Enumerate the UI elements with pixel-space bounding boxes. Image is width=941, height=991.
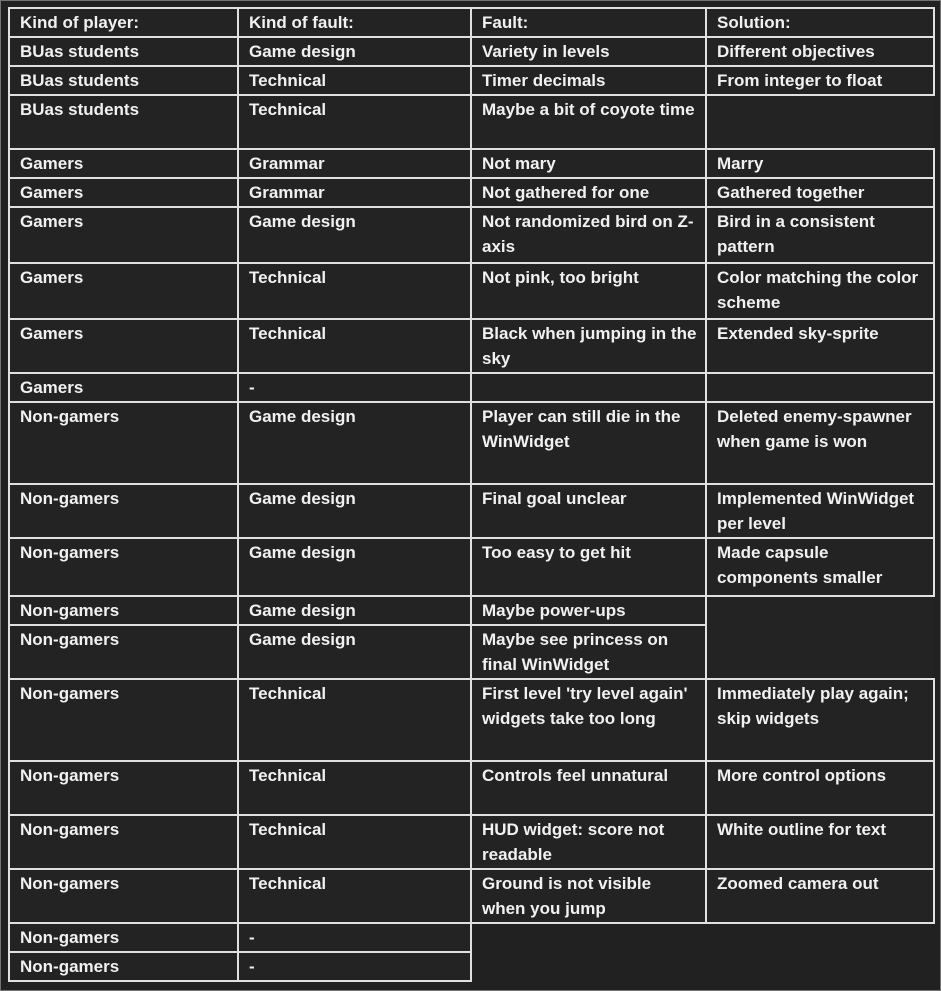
cell-player: Gamers (9, 207, 238, 263)
cell-player: Non-gamers (9, 952, 238, 981)
table-row (9, 538, 934, 596)
cell-solution: Zoomed camera out (706, 869, 934, 923)
cell-fault: Player can still die in the WinWidget (471, 402, 706, 484)
table-row (9, 263, 934, 319)
cell-player: Gamers (9, 373, 238, 402)
table-row (9, 37, 934, 66)
cell-player: BUas students (9, 37, 238, 66)
cell-player: Gamers (9, 319, 238, 373)
cell-player: BUas students (9, 66, 238, 95)
cell-solution: Extended sky-sprite (706, 319, 934, 373)
col-header-solution: Solution: (706, 8, 934, 37)
cell-fault-kind: Game design (238, 402, 471, 484)
table-header-row (9, 8, 934, 37)
cell-absent (471, 923, 706, 952)
cell-fault: Variety in levels (471, 37, 706, 66)
table-row (9, 95, 934, 149)
cell-fault-kind: Game design (238, 538, 471, 596)
cell-solution: Different objectives (706, 37, 934, 66)
cell-player: Non-gamers (9, 538, 238, 596)
cell-player: Non-gamers (9, 596, 238, 625)
cell-fault: Maybe see princess on final WinWidget (471, 625, 706, 679)
table-row (9, 679, 934, 761)
cell-fault: Not mary (471, 149, 706, 178)
cell-fault: Black when jumping in the sky (471, 319, 706, 373)
cell-absent (471, 952, 706, 981)
cell-fault: First level 'try level again' widgets take too long (471, 679, 706, 761)
cell-fault-kind: Grammar (238, 178, 471, 207)
col-header-player: Kind of player: (9, 8, 238, 37)
table-row (9, 952, 934, 981)
cell-solution: Marry (706, 149, 934, 178)
cell-fault: HUD widget: score not readable (471, 815, 706, 869)
cell-solution: Bird in a consistent pattern (706, 207, 934, 263)
table-row (9, 319, 934, 373)
table-row (9, 178, 934, 207)
cell-absent (706, 923, 934, 952)
cell-fault: Not randomized bird on Z-axis (471, 207, 706, 263)
cell-fault-kind: Game design (238, 596, 471, 625)
table-row (9, 815, 934, 869)
col-header-fault-kind: Kind of fault: (238, 8, 471, 37)
cell-fault-kind: Game design (238, 207, 471, 263)
cell-solution: Immediately play again; skip widgets (706, 679, 934, 761)
table-row (9, 402, 934, 484)
cell-absent (706, 952, 934, 981)
cell-solution: Deleted enemy-spawner when game is won (706, 402, 934, 484)
cell-fault: Not pink, too bright (471, 263, 706, 319)
table-row (9, 66, 934, 95)
cell-player: Non-gamers (9, 761, 238, 815)
table-row (9, 923, 934, 952)
cell-fault-kind: Technical (238, 815, 471, 869)
table-row (9, 596, 934, 625)
cell-player: Gamers (9, 149, 238, 178)
table-row (9, 484, 934, 538)
cell-fault-kind: Technical (238, 66, 471, 95)
cell-fault: Maybe power-ups (471, 596, 706, 625)
cell-player: Non-gamers (9, 679, 238, 761)
cell-fault-kind: Technical (238, 679, 471, 761)
cell-fault-kind: Technical (238, 761, 471, 815)
cell-player: Non-gamers (9, 625, 238, 679)
cell-solution: More control options (706, 761, 934, 815)
cell-solution: Implemented WinWidget per level (706, 484, 934, 538)
cell-fault-empty (471, 373, 706, 402)
cell-fault-kind: Technical (238, 319, 471, 373)
table-row (9, 207, 934, 263)
cell-fault-kind: Technical (238, 869, 471, 923)
cell-solution: White outline for text (706, 815, 934, 869)
cell-fault: Maybe a bit of coyote time (471, 95, 706, 149)
table-row (9, 761, 934, 815)
table-row (9, 869, 934, 923)
cell-fault: Too easy to get hit (471, 538, 706, 596)
cell-solution: Gathered together (706, 178, 934, 207)
cell-fault-kind: Technical (238, 263, 471, 319)
cell-fault-kind: - (238, 373, 471, 402)
cell-player: Gamers (9, 178, 238, 207)
col-header-fault: Fault: (471, 8, 706, 37)
table-row (9, 373, 934, 402)
cell-player: Non-gamers (9, 484, 238, 538)
cell-player: Gamers (9, 263, 238, 319)
cell-fault-kind: Game design (238, 625, 471, 679)
cell-fault-kind: Game design (238, 37, 471, 66)
cell-fault: Timer decimals (471, 66, 706, 95)
cell-player: BUas students (9, 95, 238, 149)
cell-player: Non-gamers (9, 402, 238, 484)
cell-fault-kind: Technical (238, 95, 471, 149)
cell-fault-kind: - (238, 952, 471, 981)
cell-fault-kind: Grammar (238, 149, 471, 178)
cell-player: Non-gamers (9, 815, 238, 869)
cell-player: Non-gamers (9, 869, 238, 923)
cell-fault-kind: - (238, 923, 471, 952)
cell-player: Non-gamers (9, 923, 238, 952)
feedback-table (8, 7, 935, 982)
table-row (9, 149, 934, 178)
cell-fault-kind: Game design (238, 484, 471, 538)
cell-solution-empty-merged (706, 596, 934, 679)
cell-solution: Color matching the color scheme (706, 263, 934, 319)
cell-fault: Ground is not visible when you jump (471, 869, 706, 923)
cell-solution-empty (706, 95, 934, 149)
cell-fault: Not gathered for one (471, 178, 706, 207)
cell-solution: Made capsule components smaller (706, 538, 934, 596)
cell-solution-empty (706, 373, 934, 402)
cell-fault: Final goal unclear (471, 484, 706, 538)
cell-solution: From integer to float (706, 66, 934, 95)
cell-fault: Controls feel unnatural (471, 761, 706, 815)
